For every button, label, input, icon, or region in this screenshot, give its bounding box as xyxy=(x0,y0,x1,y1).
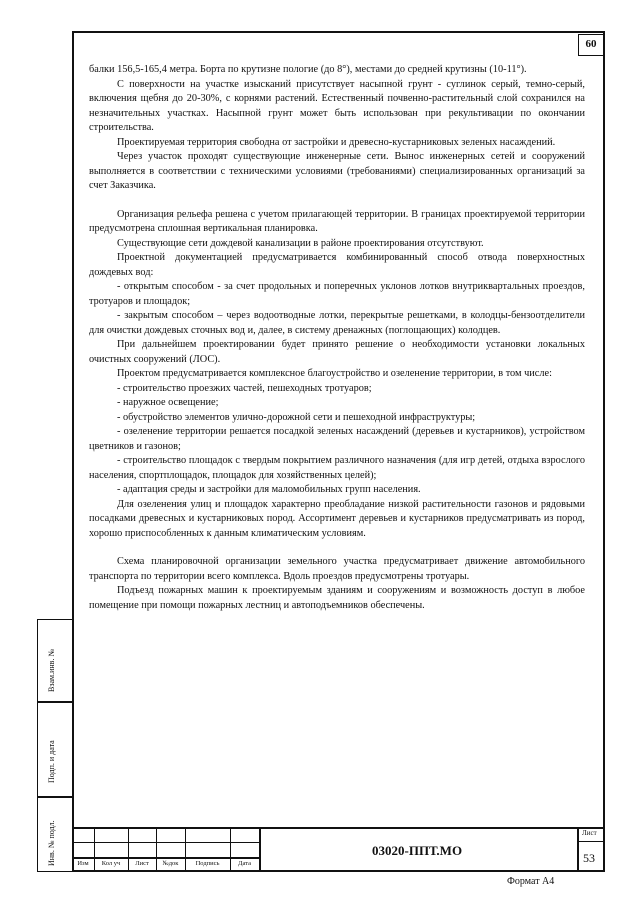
col-data: Дата xyxy=(238,860,251,867)
sign-date-cell xyxy=(37,702,72,797)
paragraph: При дальнейшем проектировании будет принято решение о необходимости установки локальных очистных сооружений (ЛОС). xyxy=(89,339,585,365)
format-label: Формат А4 xyxy=(507,876,555,887)
paragraph: - строительство проезжих частей, пешеходных тротуаров; xyxy=(117,382,372,394)
paragraph: - наружное освещение; xyxy=(117,397,219,408)
side-strip xyxy=(37,619,72,872)
inv-replace-label: Взам.инв. № xyxy=(47,648,56,692)
paragraph: - строительство площадок с твердым покрытием различного назначения (для игр детей, отдыха взрослого населения, спортплощадок, площадок для хозяйственных целей); xyxy=(89,455,585,481)
paragraph: - открытым способом - за счет продольных и поперечных уклонов лотков внутриквартальных проездов, тротуаров и площадок; xyxy=(89,281,585,307)
sign-date-label: Подп. и дата xyxy=(47,740,56,783)
paragraph: Через участок проходят существующие инженерные сети. Вынос инженерных сетей и сооружений выполняется в соответствии с техническими условиями (требованиями) специализированных организаций за счет Заказчика. xyxy=(89,151,585,191)
paragraph: Проектируемая территория свободна от застройки и древесно-кустарниковых зеленых насаждений. xyxy=(117,136,556,148)
paragraph: Схема планировочной организации земельного участка предусматривает движение автомобильного транспорта по территории всего комплекса. Вдоль проездов предусмотрены тротуары. xyxy=(89,556,585,582)
sheet-label: Лист xyxy=(582,829,597,837)
col-podpis: Подпись xyxy=(195,860,220,867)
paragraph: Проектом предусматривается комплексное благоустройство и озеленение территории, в том числе: xyxy=(117,368,552,379)
paragraph: - адаптация среды и застройки для маломобильных групп населения. xyxy=(117,484,421,495)
paragraph: Для озеленения улиц и площадок характерно преобладание низкой растительности газонов и рядовыми посадками древесных и кустарниковых пород. Ассортимент деревьев и кустарников предусматривать из пород, хорошо приспособленных к данным климатическим условиям. xyxy=(89,498,585,539)
col-list: Лист xyxy=(135,860,149,867)
document-body xyxy=(89,63,585,613)
paragraph: - обустройство элементов улично-дорожной сети и пешеходной инфраструктуры; xyxy=(117,411,476,423)
col-kol-uch: Кол уч xyxy=(101,860,121,867)
paragraph: - озеленение территории решается посадкой зеленых насаждений (деревьев и кустарников), устройством цветников и газонов; xyxy=(89,426,585,452)
paragraph: Организация рельефа решена с учетом прилагающей территории. В границах проектируемой территории предусмотрена сплошная вертикальная планировка. xyxy=(89,208,585,234)
col-ndok: №док xyxy=(162,860,179,867)
inv-replace-cell xyxy=(37,619,72,702)
paragraph: Существующие сети дождевой канализации в районе проектирования отсутствуют. xyxy=(117,237,484,249)
col-izm: Изм xyxy=(77,860,89,867)
inv-orig-label: Инв. № подл. xyxy=(47,820,56,866)
paragraph: балки 156,5-165,4 метра. Борта по крутизне пологие (до 8°), местами до средней крутизны (10-11°). xyxy=(89,64,527,75)
inv-orig-cell xyxy=(37,797,72,872)
paragraph-gap xyxy=(89,194,585,208)
paragraph: С поверхности на участке изысканий присутствует насыпной грунт - суглинок серый, темно-серый, включения щебня до 20-30%, с корнями растений. Естественный почвенно-растительный слой сохранился на незначительных участках. Насыпной грунт может быть использован при рекультивации по окончании строительства. xyxy=(89,78,585,133)
title-block xyxy=(72,827,605,872)
sheet-number: 53 xyxy=(583,851,595,865)
paragraph-gap xyxy=(89,541,585,555)
paragraph: Проектной документацией предусматривается комбинированный способ отвода поверхностных дождевых вод: xyxy=(89,252,585,278)
paragraph: Подъезд пожарных машин к проектируемым зданиям и сооружениям и возможность доступ в любое помещение при помощи пожарных лестниц и автоподъемников обеспечены. xyxy=(89,585,585,611)
document-code: 03020-ППТ.МО xyxy=(372,843,463,858)
paragraph: - закрытым способом – через водоотводные лотки, перекрытые решетками, в колодцы-бензоотделители для очистки дождевых сточных вод и, далее, в систему дренажных (поглощающих) колодцев. xyxy=(89,310,585,336)
top-page-number: 60 xyxy=(578,34,604,56)
